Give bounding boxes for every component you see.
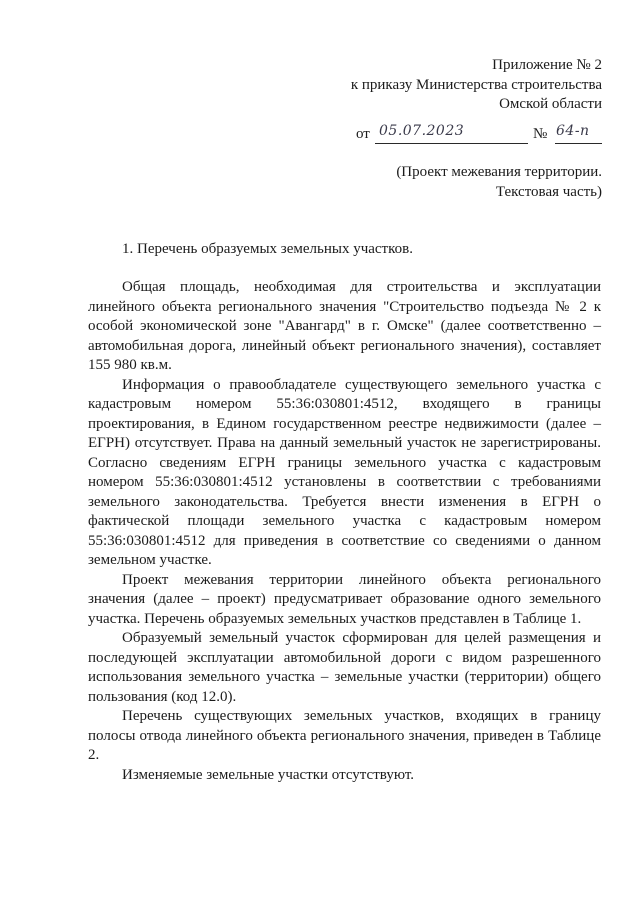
paragraph: Образуемый земельный участок сформирован для целей размещения и последующей эксплуатации автомобильной дороги с видом разрешенного использования земельного участка – земельные участки (территории) общего пользования (код 12.0). (88, 630, 601, 705)
appendix-order-ref: к приказу Министерства строительства (350, 76, 602, 93)
appendix-region: Омской области (499, 96, 602, 112)
order-date-handwritten: 05.07.2023 (379, 123, 465, 139)
order-number-handwritten: 64-п (556, 123, 590, 139)
order-number-label: № (533, 126, 548, 142)
paragraph: Общая площадь, необходимая для строительства и эксплуатации линейного объекта регионального значения "Строительство подъезда № 2 к особой экономической зоне "Авангард" в г. Омске" (далее соответственно – автомобильная дорога, линейный объект регионального значения), составляет 155 980 кв.м. (88, 279, 601, 373)
order-from-label: от (356, 126, 370, 142)
project-note-line1: (Проект межевания территории. (396, 164, 602, 180)
paragraph: Информация о правообладателе существующего земельного участка с кадастровым номером 55:36:030801:4512, входящего в границы проектирования, в Едином государственном реестре недвижимости (далее – ЕГРН) отсутствует. Права на данный земельный участок не зарегистрированы. Согласно сведениям ЕГРН границы земельного участка с кадастровым номером 55:36:030801:4512 установлены в соответствии с требованиями земельного законодательства. Требуется внести изменения в ЕГРН о фактической площади земельного участка с кадастровым номером 55:36:030801:4512 для приведения в соответствие со сведениями о данном земельном участке. (88, 376, 601, 568)
project-note (396, 163, 602, 202)
project-note-line2: Текстовая часть) (495, 183, 602, 200)
paragraph: Перечень существующих земельных участков, входящих в границу полосы отвода линейного объекта регионального значения, приведен в Таблице 2. (88, 708, 601, 763)
appendix-number: Приложение № 2 (492, 57, 602, 73)
paragraph: Изменяемые земельные участки отсутствуют. (122, 766, 415, 783)
paragraph: Проект межевания территории линейного объекта регионального значения (далее – проект) предусматривает образование одного земельного участка. Перечень образуемых земельных участков представлен в Таблице 1. (88, 571, 601, 627)
document-body (88, 266, 601, 785)
order-date-number-line (356, 123, 602, 146)
section-heading: 1. Перечень образуемых земельных участков. (122, 241, 413, 257)
appendix-header (351, 56, 602, 115)
order-date-field (375, 123, 528, 144)
order-number-field (555, 123, 602, 144)
